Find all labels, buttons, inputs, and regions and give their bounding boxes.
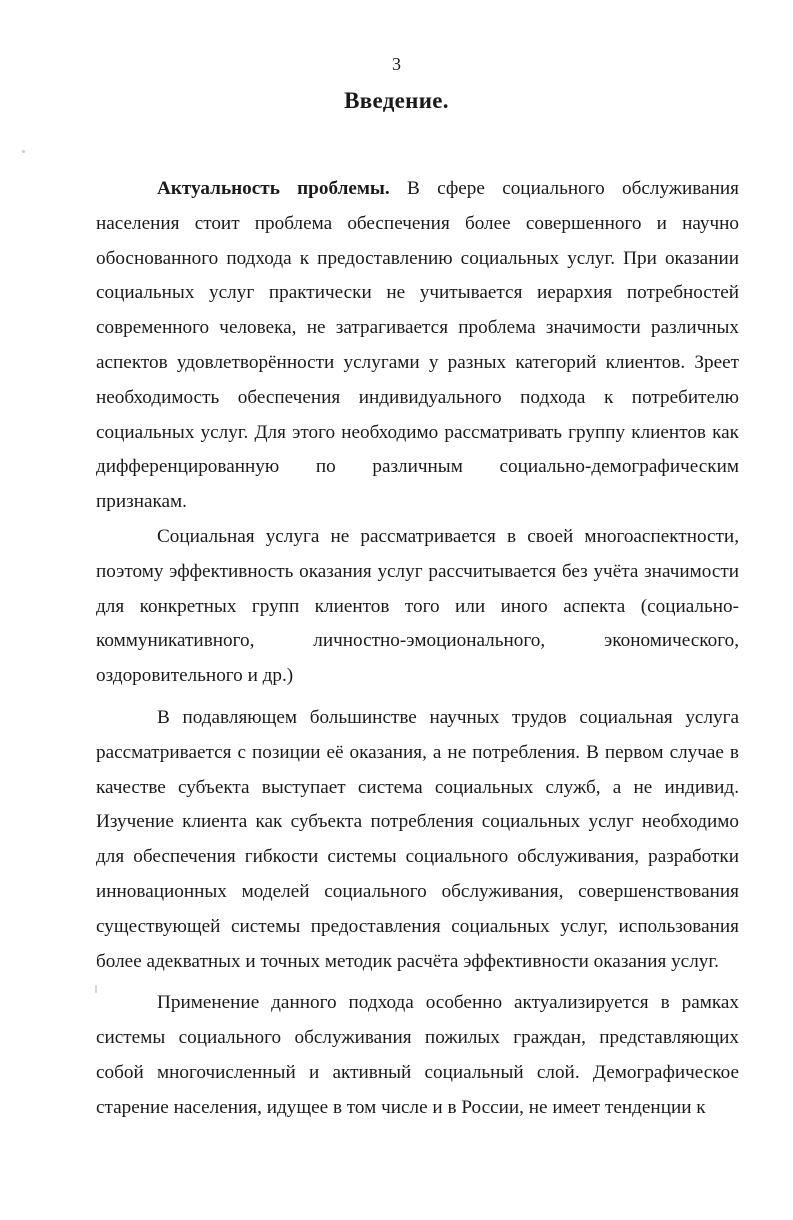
paragraph: Социальная услуга не рассматривается в своей многоаспектности, поэтому эффективность оказания услуг рассчитывается без учёта значимости для конкретных групп клиентов того или иного аспекта (социально-коммуникативного, личностно-эмоционального, экономического, оздоровительного и др.) — [96, 525, 739, 687]
body-text — [96, 172, 739, 1126]
paragraph: В подавляющем большинстве научных трудов социальная услуга рассматривается с позиции её оказания, а не потребления. В первом случае в качестве субъекта выступает система социальных служб, а не индивид. Изучение клиента как субъекта потребления социальных услуг необходимо для обеспечения гибкости системы социального обслуживания, разработки инновационных моделей социального обслуживания, совершенствования существующей системы предоставления социальных услуг, использования более адекватных и точных методик расчёта эффективности оказания услуг. — [96, 706, 739, 972]
paragraph-text: В сфере социального обслуживания населения стоит проблема обеспечения более совершенного и научно обоснованного подхода к предоставлению социальных услуг. При оказании социальных услуг практически не учитывается иерархия потребностей современного человека, не затрагивается проблема значимости различных аспектов удовлетворённости услугами у разных категорий клиентов. Зреет необходимость обеспечения индивидуального подхода к потребителю социальных услуг. Для этого необходимо рассматривать группу клиентов как дифференцированную по различным социально-демографическим признакам. — [96, 178, 739, 513]
page-title: Введение. — [344, 88, 449, 113]
scan-speck — [22, 150, 25, 153]
paragraph-relevance — [96, 172, 739, 520]
page-number: 3 — [392, 54, 401, 74]
paragraph-lead: Актуальность проблемы. — [157, 178, 390, 199]
paragraph: Применение данного подхода особенно актуализируется в рамках системы социального обслуживания пожилых граждан, представляющих собой многочисленный и активный социальный слой. Демографическое старение населения, идущее в том числе и в России, не имеет тенденции к — [96, 992, 739, 1118]
